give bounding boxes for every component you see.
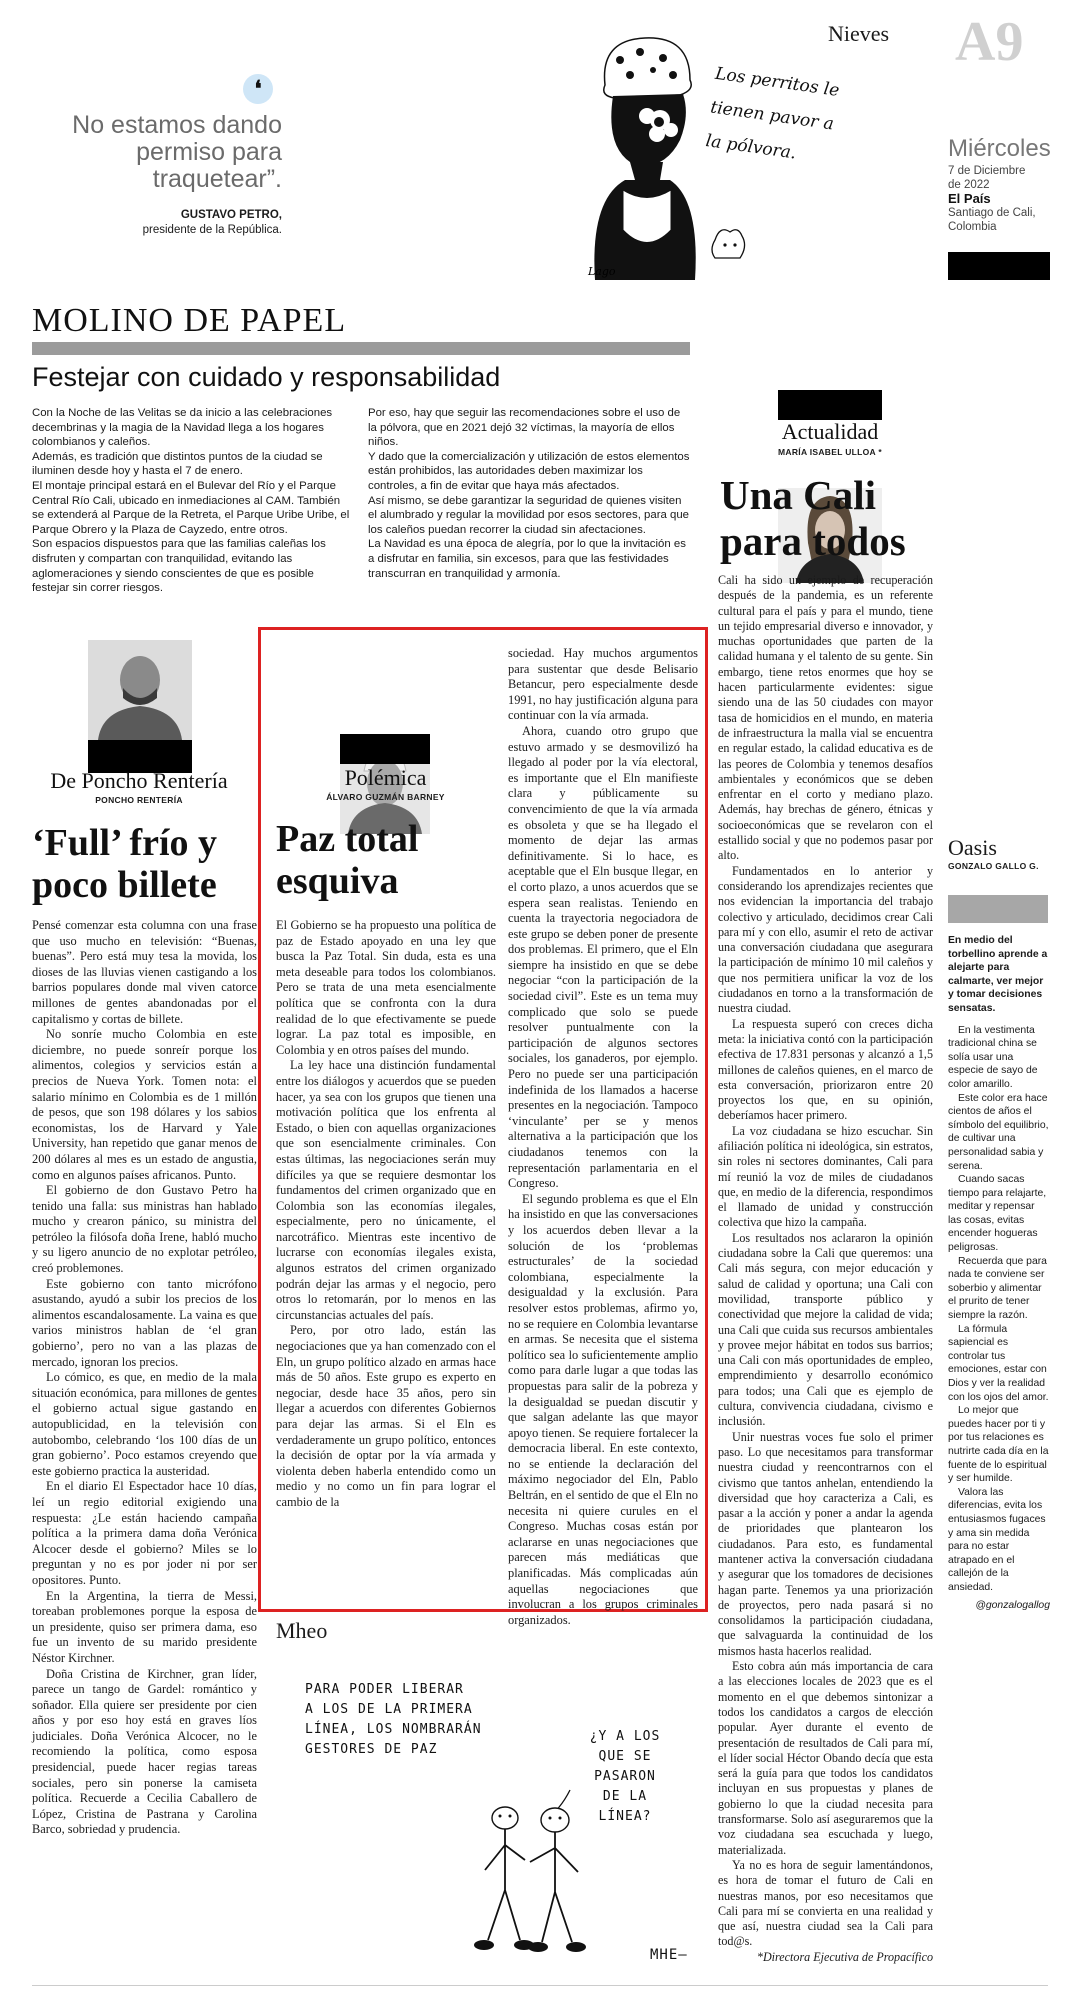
poncho-column-name: De Poncho Rentería	[50, 768, 228, 793]
editorial-para: Son espacios dispuestos para que las familias caleñas los disfruten y compartan con tranquilidad, evitando las aglomeraciones y siendo conscientes de que es posible festejar sin correr riesgos.	[32, 538, 326, 595]
editorial-title: Festejar con cuidado y responsabilidad	[32, 362, 501, 392]
actualidad-column-name: Actualidad	[781, 419, 879, 444]
editorial-para: Por eso, hay que seguir las recomendaciones sobre el uso de la pólvora, que en 2021 dejó 32 víctimas, la mayoría de ellos niños.	[368, 407, 681, 449]
header-quote: No estamos dando permiso para traquetear”.	[72, 111, 282, 193]
oasis-lead: En medio del torbellino aprende a alejarte para calmarte, ver mejor y tomar decisiones sensatas.	[948, 935, 1048, 1014]
actualidad-headline	[720, 472, 950, 564]
editorial-col-1	[32, 406, 354, 596]
editorial-col-2	[368, 406, 690, 581]
oasis-handle: @gonzalogallog	[975, 1599, 1050, 1611]
weekday: Miércoles	[948, 135, 1051, 162]
mheo-bubble-line-3: PASARON	[594, 1769, 656, 1784]
paper-name: El País	[948, 191, 991, 206]
actualidad-headline-line-1: Una Cali	[720, 472, 877, 518]
section-gray-bar	[32, 342, 690, 355]
mheo-caption	[305, 1680, 555, 1760]
oasis-author: GONZALO GALLO G.	[948, 861, 1039, 871]
editorial-para: Con la Noche de las Velitas se da inicio a las celebraciones decembrinas y la magia de la Navidad llega a los hogares colombianos y caleños.	[32, 407, 333, 449]
polemica-body-col-a	[276, 918, 496, 1511]
page-number: A9	[955, 11, 1024, 73]
quote-icon: ❛	[243, 74, 273, 104]
editorial-para: El montaje principal estará en el Bulevar del Río y el Parque Central Río Cali, ubicado en inmediaciones al CAM. También se extenderá al Parque de la Retreta, el Parque Uribe Uribe, el Parque Obrero y la Plaza de Cayzedo, entre otros.	[32, 479, 350, 536]
poncho-portrait	[88, 640, 192, 740]
date-block	[948, 164, 1036, 234]
polemica-portrait-bar	[340, 734, 430, 764]
polemica-para: El Gobierno se ha propuesto una política de paz de Estado apoyado en una ley que busca la Paz Total. Sin duda, esta es una meta deseable para todos los colombianos. Pero se trata de una meta esencialmente política que se confronta con la dura realidad de lo que efectivamente se puede lograr. La paz total es imposible, en Colombia y en otros países del mundo.	[276, 918, 496, 1057]
poncho-headline-line-1: ‘Full’ frío y	[32, 822, 218, 864]
quote-author	[100, 208, 282, 238]
editorial-para: Y dado que la comercialización y utilización de estos elementos están prohibidos, las autoridades deben maximizar los controles, a fin de evitar que haya más afectados.	[368, 450, 690, 492]
polemica-headline-line-1: Paz total	[276, 818, 419, 860]
nieves-caption: Los perritos le tienen pavor a la pólvora.	[704, 63, 841, 164]
oasis-para: Cuando sacas tiempo para relajarte, meditar y repensar las cosas, evitas encender hogueras peligrosas.	[948, 1174, 1047, 1254]
poncho-headline-line-2: poco billete	[32, 864, 217, 906]
page-bottom-rule	[32, 1985, 1048, 1986]
oasis-para: La fórmula sapiencial es controlar tus emociones, estar con Dios y ver la realidad con los ojos del amor.	[948, 1323, 1049, 1403]
poncho-para: Lo cómico, es que, en medio de la mala situación económica, para millones de gentes el gobierno actual sigue gastando en autopublicidad, en la televisión con autobombo, celebrando ‘los 100 días de un gran gobierno’. Poco estamos creyendo que este gobierno practica la austeridad.	[32, 1370, 257, 1478]
actualidad-para: Ya no es hora de seguir lamentándonos, es hora de tomar el futuro de Cali en nuestras manos, por eso necesitamos que Cali para mí se convierta en una realidad y que así, nuestra ciudad sea la Cali para tod@s.	[718, 1857, 933, 1949]
city-line-1: Santiago de Cali,	[948, 207, 1036, 219]
mheo-signature: MHE—	[650, 1947, 688, 1963]
oasis-para: Recuerda que para nada te conviene ser soberbio y alimentar el prurito de tener siempre la razón.	[948, 1255, 1047, 1322]
editorial-para: Además, es tradición que distintos puntos de la ciudad se iluminen desde hoy y hasta el 7 de enero.	[32, 450, 323, 478]
mheo-bubble-line-1: ¿Y A LOS	[589, 1729, 661, 1744]
header-black-bar	[948, 252, 1050, 280]
oasis-column-name: Oasis	[948, 835, 997, 860]
mheo-caption-line-3: LÍNEA, LOS NOMBRARÁN	[305, 1722, 482, 1737]
oasis-para: Este color era hace cientos de años el símbolo del equilibrio, de cultivar una personalidad sabia y serena.	[948, 1092, 1049, 1172]
poncho-headline	[32, 822, 262, 906]
poncho-para: No sonríe mucho Colombia en este diciembre, no puede sonreír porque los alimentos, colegios y servicios están a precios de Nueva York. Tomen nota: el salario mínimo en Colombia es de 1 millón de pesos, que son 198 dólares y los sabios economistas, los de Harvard y Yale University, han repetido que ganar menos de 200 dólares al mes es un estado de angustia, como en algunos países africanos. Punto.	[32, 1027, 257, 1182]
actualidad-footnote: *Directora Ejecutiva de Propacífico	[756, 1949, 933, 1964]
poncho-para: El gobierno de don Gustavo Petro ha tenido una falla: sus ministras han hablado mucho y crearon pánico, su ministra del petróleo la filósofa doña Irene, habló mucho y su ligero anuncio de no explotar petróleo, creó problemones.	[32, 1183, 257, 1276]
oasis-para: Valora las diferencias, evita los entusiasmos fugaces y ama sin medida para no estar atrapado en el callejón de la ansiedad.	[948, 1486, 1046, 1593]
actualidad-para: Los resultados nos aclararon la opinión ciudadana sobre la Cali que queremos: una Cali más segura, con mejor educación y salud de calidad y oportuna; una Cali con movilidad, transporte público y conectividad que mejore la calidad de vida; una Cali que cuida sus recursos ambientales y provee mejor hábitat en todos sus barrios; una Cali con más oportunidades de empleo, emprendimiento y desarrollo económico para todos; una Cali que es ejemplo de cultura, convivencia ciudadana, civismo e inclusión.	[718, 1230, 933, 1429]
polemica-headline	[276, 818, 501, 902]
polemica-column-name: Polémica	[344, 765, 427, 790]
polemica-para: La ley hace una distinción fundamental entre los diálogos y acuerdos que se pueden hacer, ya sea con los grupos que tienen una motivación política que los enfrenta al Estado, o bien con aquellas organizaciones que son esencialmente criminales. Con estas últimas, las negociaciones serán muy difíciles ya que se requiere desmontar los fundamentos del crimen organizado que en Colombia son las economías ilegales, especialmente, pero no únicamente, el narcotráfico. Mientras este incentivo de lucrarse con economías ilegales exista, algunos estratos del crimen organizado podrán dejar las armas y el negocio, pero otros lo retomarán, por lo menos en las circunstancias actuales del país.	[276, 1058, 496, 1322]
actualidad-para: Fundamentados en lo anterior y considerando los aprendizajes recientes que nos evidencian la importancia del trabajo colectivo y articulado, decidimos crear Cali para mí y con ello, asumir el reto de activar una conversación ciudadana que asegurara la participación de mínimo 10 mil caleños y que nos permitiera unificar la voz de los ciudadanos en torno a la transformación de nuestra ciudad.	[718, 863, 933, 1016]
mheo-bubble-line-4: DE LA	[602, 1789, 648, 1804]
mheo-caption-line-1: PARA PODER LIBERAR	[305, 1682, 464, 1697]
mheo-cartoon-figures	[460, 1780, 680, 1960]
actualidad-body	[718, 573, 933, 1965]
actualidad-para: Unir nuestras voces fue solo el primer paso. Lo que necesitamos para transformar nuestra ciudad y reencontrarnos con el civismo que tantos anhelan, entendiendo la diversidad que hoy caracteriza a Cali, es pasar a la acción y poner a andar la agenda de prioridades que plantearon los ciudadanos. Para esto, es fundamental mantener activa la conversación ciudadana y asegurar que los tomadores de decisiones hagan parte. Tenemos ya una priorización de proyectos, pero nada pasará si no consolidamos la participación ciudadana, que salvaguarda la continuidad de los mismos hasta hacerlos realidad.	[718, 1429, 933, 1658]
date-line-2: de 2022	[948, 179, 990, 191]
actualidad-para: La voz ciudadana se hizo escuchar. Sin afiliación política ni ideológica, sin estratos, sin roles ni sectores dominantes, Cali para mí reunió la voz de miles de ciudadanos que, en medio de la diferencia, respondimos el llamado de unidad y construcción colectiva que hizo la campaña.	[718, 1123, 933, 1230]
actualidad-para: Esto cobra aún más importancia de cara a las elecciones locales de 2023 que es el momento en el que debemos sintonizar a todos los candidatos a cargos de elección popular. Ayer durante el evento de presentación de resultados de Cali para mí, el líder social Héctor Obando decía que esta será la guía para que todos los candidatos incluyan en sus propuestas y planes de gobierno lo que la ciudad necesita para transformarse. Solo así aseguraremos que la voz ciudadana sea escuchada y luego, materializada.	[718, 1659, 933, 1857]
actualidad-para: La respuesta superó con creces dicha meta: la iniciativa contó con la participación efectiva de 17.831 personas y alcanzó a 1,5 millones de caleños quienes, en el marco de esta conversación, priorizaron entre 20 proyectos los que, en su opinión, deberíamos hacer primero.	[718, 1016, 933, 1123]
poncho-para: En la Argentina, la tierra de Messi, toreaban problemones porque la esposa de un presidente, quiso ser primera dama, eso fue un invento de su marido presidente Néstor Kirchner.	[32, 1588, 257, 1665]
oasis-para: En la vestimenta tradicional china se solía usar una especie de sayo de color amarillo.	[948, 1024, 1038, 1090]
actualidad-headline-line-2: para todos	[720, 518, 906, 564]
poncho-body	[32, 918, 257, 1838]
mheo-bubble-line-2: QUE SE	[598, 1749, 652, 1764]
poncho-para: Pensé comenzar esta columna con una frase que uso mucho en televisión: “Buenas, buenas”. Pero está muy tesa la movida, los dioses de las lluvias vienen castigando a los barrios populares donde mal viven catorce millones de gentes abandonadas por el capitalismo y cortas de billete.	[32, 918, 257, 1026]
polemica-para: Pero, por otro lado, están las negociaciones que ya han comenzado con el Eln, un grupo político alzado en armas hace más de 50 años. Este grupo es experto en negociar, desde hace 35 años, pero sin llegar a acuerdos con diferentes Gobiernos para dejar las armas. Si el Eln es verdaderamente un grupo político, entonces la decisión de optar por la vía armada y violenta deben haberla entendido como un medio y no como un fin para lograr el cambio de la	[276, 1323, 496, 1509]
editorial-para: Así mismo, se debe garantizar la seguridad de quienes visiten el alumbrado y regular la movilidad por esos sectores, para que los caleños puedan recorrer la ciudad sin afectaciones.	[368, 494, 690, 536]
poncho-para: En el diario El Espectador hace 10 días, leí un regio editorial exigiendo una respuesta: ¿Le están haciendo campaña política a la primera dama doña Verónica Alcocer desde el gobierno? Miles se lo preguntan y no es por joder ni por ser opositores. Punto.	[32, 1479, 257, 1587]
oasis-gray-bar	[948, 895, 1048, 923]
mheo-caption-line-4: GESTORES DE PAZ	[305, 1742, 438, 1757]
poncho-para: Este gobierno con tanto micrófono asustando, ayudó a subir los precios de los alimentos escandalosamente. La vaina es que varios ministros hablan de ‘el gran gobierno’, pero no van a las plazas de mercado, ignoran los precios.	[32, 1276, 257, 1369]
polemica-para: sociedad. Hay muchos argumentos para sustentar que desde Belisario Betancur, pero especialmente desde 1991, no hay justificación alguna para continuar con la vía armada.	[508, 646, 698, 723]
polemica-body-col-b	[508, 646, 698, 1628]
mheo-caption-line-2: A LOS DE LA PRIMERA	[305, 1702, 473, 1717]
polemica-para: El segundo problema es que el Eln ha insistido en que las conversaciones y los acuerdos deben llevar a la solución de los ‘problemas estructurales’ de la sociedad colombiana, especialmente la desigualdad y la exclusión. Para resolver estos problemas, afirmo yo, no se requiere en Colombia levantarse en armas. Se necesita que el sistema político sea lo suficientemente amplio como para darle lugar a que todas las propuestas para salir de la pobreza y la desigualdad se puedan discutir y que salgan adelante las que mayor apoyo tienen. Se requiere fortalecer la democracia liberal. En este contexto, no se entiende la declaración del máximo negociador del Eln, Pablo Beltrán, en el sentido de que el Eln no necesita ni quiere curules en el Congreso. Muchas cosas están por aclararse en unas negociaciones que parecen más mediáticas que planificadas. Más complicadas aún aquellas negociaciones que involucran a los grupos criminales organizados.	[508, 1191, 698, 1627]
actualidad-portrait-bar	[778, 390, 882, 420]
actualidad-para: Cali ha sido un ejemplo de recuperación después de la pandemia, es un referente cultural para el país y para el mundo, tiene un tejido empresarial diverso e innovador, y muchas oportunidades que parten de la calidad humana y el talento de su gente. Sin embargo, tiene retos enormes que hoy se hacen particularmente evidentes: sigue siendo una de las 50 ciudades con mayor tasa de homicidios en el mundo, en materia de infraestructura la malla vial se encuentra en regular estado, la calidad educativa es de las peores de Colombia y tenemos desafíos ambientales y económicos que se deben enfrentar en el corto y mediano plazo. Además, hay brechas de género, étnicas y socioeconómicas que se revelaron con el estallido social y que no podemos pasar por alto.	[718, 573, 933, 863]
section-title: MOLINO DE PAPEL	[32, 302, 347, 339]
nieves-signature: Lago	[588, 265, 616, 278]
oasis-body	[948, 934, 1050, 1612]
mheo-bubble-line-5: LÍNEA?	[598, 1809, 652, 1824]
editorial-para: La Navidad es una época de alegría, por lo que la invitación es a disfrutar en familia, sin excesos, para que las festividades transcurran en tranquilidad y armonía.	[368, 538, 686, 580]
quote-author-role: presidente de la República.	[142, 224, 282, 236]
polemica-headline-line-2: esquiva	[276, 860, 399, 902]
quote-author-name: GUSTAVO PETRO,	[180, 209, 282, 221]
polemica-para: Ahora, cuando otro grupo que estuvo armado y se desmovilizó ha llegado al poder por la vía electoral, es importante que el Eln manifieste clara y públicamente su convencimiento de que la vía armada es obsoleta y que se ha llegado el momento de dejar las armas definitivamente. Si lo hace, es aceptable que el Eln busque llegar, en el corto plazo, a unos acuerdos que se espera sean realistas. Teniendo en cuenta la trayectoria negociadora de este grupo se deben poner de presente dos problemas. El primero, que el Eln siempre ha insistido en que se debe negociar “con la participación de la sociedad civil”. Este es un tema muy complicado que solo se puede resolver puntualmente con la participación de algunos sectores sociales, los ganaderos, por ejemplo. Pero no puede ser una participación indefinida de los llamados a hacerse presentes en la negociación. Tampoco ‘vinculante’ per se y menos alternativa a la participación que los ciudadanos tenemos con la representación parlamentaria en el Congreso.	[508, 723, 698, 1191]
oasis-para: Lo mejor que puedes hacer por ti y por tus relaciones es nutrirte cada día en la fuente de lo espiritual y ser humilde.	[948, 1405, 1049, 1485]
date-line-1: 7 de Diciembre	[948, 165, 1026, 177]
polemica-author: ÁLVARO GUZMÁN BARNEY	[326, 792, 445, 802]
poncho-para: Doña Cristina de Kirchner, gran líder, parece un tango de Gardel: romántico y soñador. Ella quiere ser presidente por cien años y por eso hoy está en graves líos judiciales. Doña Verónica Alcocer, no le recomiendo la política, como esposa presidencial, puede hacer regias tareas sociales, pero sin ponerse la camiseta política. Recuerde a Cecilia Caballero de López, Cristina de Pastrana y Carolina Barco, sobriedad y prudencia.	[32, 1666, 257, 1837]
poncho-author: PONCHO RENTERÍA	[95, 795, 183, 805]
nieves-label: Nieves	[828, 21, 890, 46]
actualidad-author: MARÍA ISABEL ULLOA *	[778, 447, 882, 457]
mheo-label: Mheo	[276, 1618, 328, 1643]
city-line-2: Colombia	[948, 221, 997, 233]
